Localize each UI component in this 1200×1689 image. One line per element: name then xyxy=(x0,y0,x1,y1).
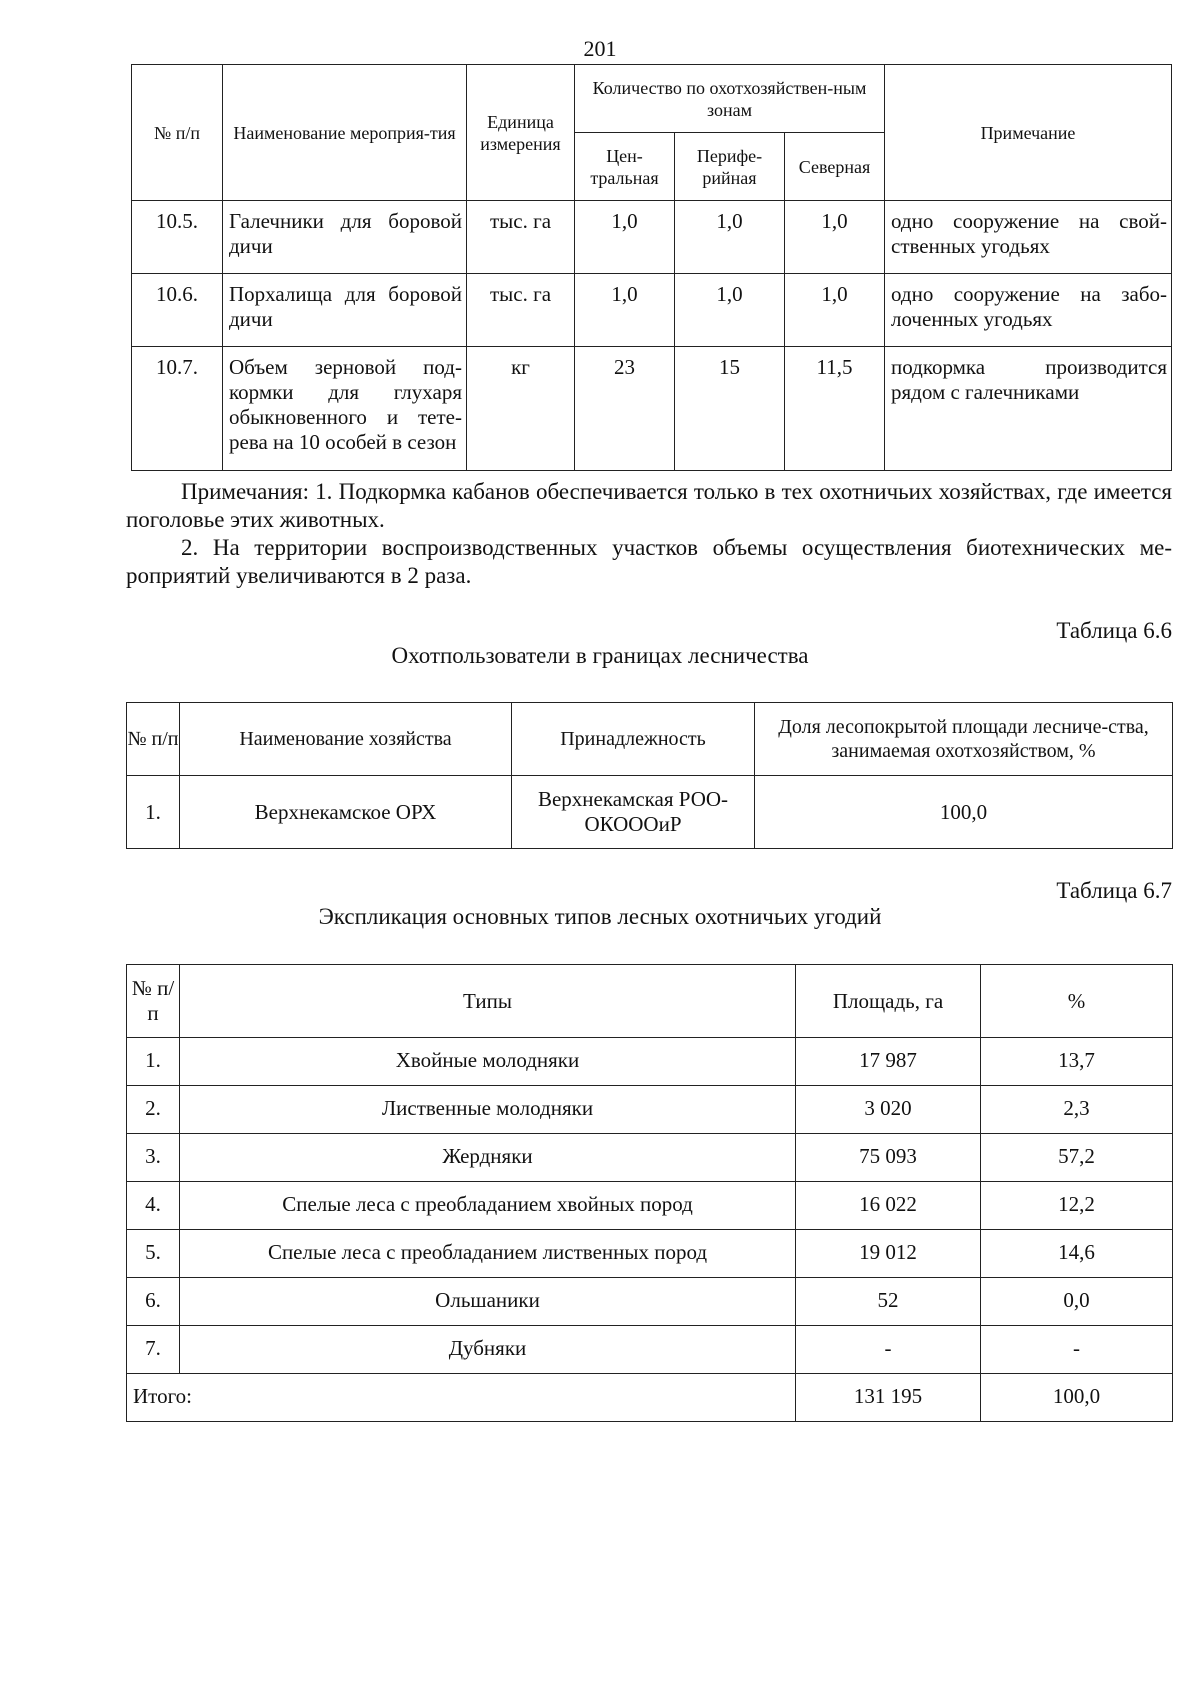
header-zone-north: Северная xyxy=(785,133,885,201)
row-num: 2. xyxy=(127,1086,180,1134)
table-row xyxy=(127,1230,1173,1278)
row-area: 52 xyxy=(796,1278,981,1326)
row-type: Жердняки xyxy=(180,1134,796,1182)
row-pct: - xyxy=(981,1326,1173,1374)
row-central: 23 xyxy=(575,347,675,471)
row-central: 1,0 xyxy=(575,274,675,347)
row-unit: кг xyxy=(467,347,575,471)
total-label: Итого: xyxy=(127,1374,796,1422)
table-row xyxy=(132,201,1172,274)
row-pct: 2,3 xyxy=(981,1086,1173,1134)
row-num: 1. xyxy=(127,1038,180,1086)
row-type: Спелые леса с преобладанием лиственных пород xyxy=(180,1230,796,1278)
row-central: 1,0 xyxy=(575,201,675,274)
table-row xyxy=(132,347,1172,471)
row-num: 1. xyxy=(127,776,180,849)
table-row xyxy=(127,1182,1173,1230)
table-row xyxy=(127,1278,1173,1326)
table-row xyxy=(127,776,1173,849)
header-num: № п/п xyxy=(132,65,223,201)
row-unit: тыс. га xyxy=(467,201,575,274)
table-row xyxy=(127,1086,1173,1134)
row-num: 10.5. xyxy=(132,201,223,274)
table-6-7-label: Таблица 6.7 xyxy=(1056,878,1172,903)
table-row xyxy=(127,1326,1173,1374)
row-pct: 0,0 xyxy=(981,1278,1173,1326)
total-row xyxy=(127,1374,1173,1422)
row-peripheral: 15 xyxy=(675,347,785,471)
header-zone-peripheral: Перифе-рийная xyxy=(675,133,785,201)
row-type: Ольшаники xyxy=(180,1278,796,1326)
row-note: одно сооружение на забо-лоченных угодьях xyxy=(885,274,1172,347)
row-name: Верхнекамское ОРХ xyxy=(180,776,512,849)
row-unit: тыс. га xyxy=(467,274,575,347)
row-share: 100,0 xyxy=(755,776,1173,849)
header-num: № п/п xyxy=(127,703,180,776)
row-owner: Верхнекамская РОО-ОКОООиР xyxy=(512,776,755,849)
row-area: - xyxy=(796,1326,981,1374)
header-num: № п/п xyxy=(127,965,180,1038)
row-north: 11,5 xyxy=(785,347,885,471)
table-6-7-title: Экспликация основных типов лесных охотничьих угодий xyxy=(318,904,882,929)
row-name: Галечники для боровой дичи xyxy=(223,201,467,274)
forest-types-table xyxy=(126,964,1173,1422)
header-note: Примечание xyxy=(885,65,1172,201)
row-num: 4. xyxy=(127,1182,180,1230)
table-row xyxy=(127,1134,1173,1182)
header-zones-group: Количество по охотхозяйствен-ным зонам xyxy=(575,65,885,133)
row-note: одно сооружение на свой-ственных угодьях xyxy=(885,201,1172,274)
row-area: 75 093 xyxy=(796,1134,981,1182)
table-6-6-title: Охотпользователи в границах лесничества xyxy=(391,643,809,668)
row-area: 3 020 xyxy=(796,1086,981,1134)
row-type: Лиственные молодняки xyxy=(180,1086,796,1134)
row-num: 10.7. xyxy=(132,347,223,471)
page-number: 201 xyxy=(583,36,617,61)
header-area: Площадь, га xyxy=(796,965,981,1038)
row-type: Дубняки xyxy=(180,1326,796,1374)
header-share: Доля лесопокрытой площади лесниче-ства, занимаемая охотхозяйством, % xyxy=(755,703,1173,776)
row-name: Объем зерновой под-кормки для глухаря обыкновенного и тете-рева на 10 особей в сезон xyxy=(223,347,467,471)
table-row xyxy=(127,1038,1173,1086)
row-north: 1,0 xyxy=(785,274,885,347)
row-num: 7. xyxy=(127,1326,180,1374)
table-6-6-label: Таблица 6.6 xyxy=(1056,618,1172,643)
header-name: Наименование хозяйства xyxy=(180,703,512,776)
row-area: 17 987 xyxy=(796,1038,981,1086)
row-peripheral: 1,0 xyxy=(675,201,785,274)
row-type: Хвойные молодняки xyxy=(180,1038,796,1086)
total-area: 131 195 xyxy=(796,1374,981,1422)
row-pct: 57,2 xyxy=(981,1134,1173,1182)
header-pct: % xyxy=(981,965,1173,1038)
row-note: подкормка производится рядом с галечниками xyxy=(885,347,1172,471)
row-num: 5. xyxy=(127,1230,180,1278)
measures-table xyxy=(131,64,1172,471)
row-num: 10.6. xyxy=(132,274,223,347)
total-pct: 100,0 xyxy=(981,1374,1173,1422)
table-row xyxy=(132,274,1172,347)
row-area: 19 012 xyxy=(796,1230,981,1278)
header-name: Наименование мероприя-тия xyxy=(223,65,467,201)
row-num: 6. xyxy=(127,1278,180,1326)
row-type: Спелые леса с преобладанием хвойных пород xyxy=(180,1182,796,1230)
header-zone-central: Цен-тральная xyxy=(575,133,675,201)
header-unit: Единица измерения xyxy=(467,65,575,201)
note-2: 2. На территории воспроизводственных участков объемы осуществления биотехнических ме-роприятий увеличиваются в 2 раза. xyxy=(126,535,1172,588)
row-name: Порхалища для боровой дичи xyxy=(223,274,467,347)
notes-block xyxy=(126,478,1172,590)
header-type: Типы xyxy=(180,965,796,1038)
header-owner: Принадлежность xyxy=(512,703,755,776)
row-peripheral: 1,0 xyxy=(675,274,785,347)
row-pct: 12,2 xyxy=(981,1182,1173,1230)
row-north: 1,0 xyxy=(785,201,885,274)
row-num: 3. xyxy=(127,1134,180,1182)
note-1: Примечания: 1. Подкормка кабанов обеспечивается только в тех охотничьих хозяйствах, где имеется поголовье этих животных. xyxy=(126,479,1172,532)
hunting-users-table xyxy=(126,702,1173,849)
row-pct: 13,7 xyxy=(981,1038,1173,1086)
row-area: 16 022 xyxy=(796,1182,981,1230)
row-pct: 14,6 xyxy=(981,1230,1173,1278)
